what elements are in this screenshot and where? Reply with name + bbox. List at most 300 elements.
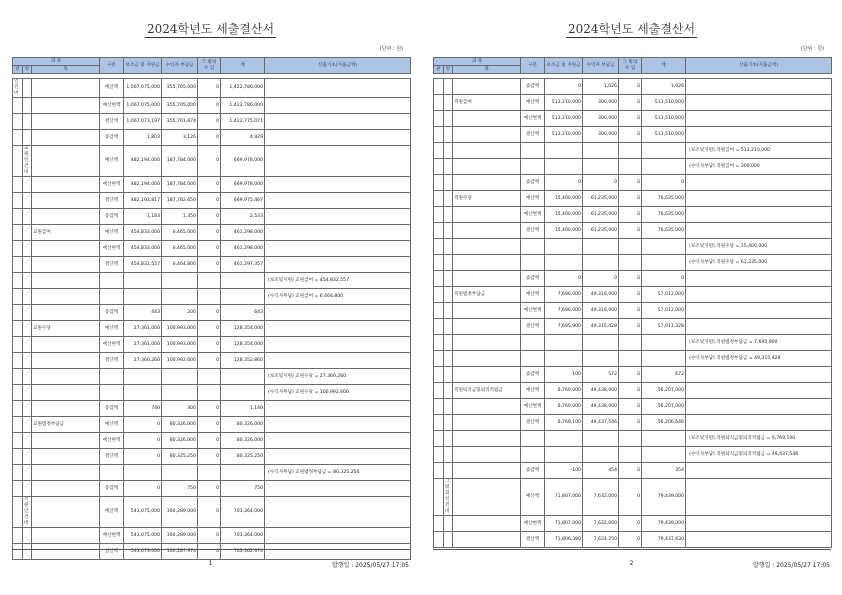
basis-note-cell: [686, 383, 832, 399]
basis-note-cell: [265, 130, 411, 146]
burden-cell: 100,992,600: [162, 353, 198, 369]
mok-cell: [453, 255, 521, 271]
header-other: 그 밖의 수 입: [198, 58, 221, 74]
type-cell: 예산액: [521, 479, 545, 516]
subsidy-cell: 482,194,000: [124, 177, 162, 193]
mok-cell: [453, 516, 521, 532]
burden-cell: 454: [583, 463, 619, 479]
total-cell: 669,978,000: [221, 177, 265, 193]
total-cell: 461,298,000: [221, 241, 265, 257]
mok-cell: [32, 79, 100, 98]
type-cell: [521, 255, 545, 271]
table-row: [13, 528, 411, 544]
other-cell: 0: [619, 319, 642, 335]
mok-cell: [32, 353, 100, 369]
hang-cell: [444, 207, 453, 223]
type-cell: 예산현액: [100, 528, 124, 544]
burden-cell: 49,438,000: [583, 399, 619, 415]
gwan-cell: [13, 321, 23, 337]
type-cell: 증감액: [100, 305, 124, 321]
burden-cell: 1,026: [583, 79, 619, 95]
other-cell: 0: [619, 191, 642, 207]
mok-cell: [453, 239, 521, 255]
total-cell: 672: [642, 367, 686, 383]
total-cell: [221, 385, 265, 401]
other-cell: 0: [198, 401, 221, 417]
type-cell: 증감액: [100, 401, 124, 417]
type-cell: 예산액: [521, 95, 545, 111]
total-cell: [642, 159, 686, 175]
other-cell: 0: [619, 223, 642, 239]
total-cell: 76,635,000: [642, 191, 686, 207]
subsidy-cell: 740: [124, 401, 162, 417]
total-cell: 513,510,000: [642, 127, 686, 143]
mok-cell: [453, 111, 521, 127]
hang-cell: [23, 321, 32, 337]
burden-cell: 49,316,000: [583, 287, 619, 303]
note-row: [13, 385, 411, 401]
mok-cell: [32, 305, 100, 321]
subsidy-cell: 27,361,000: [124, 321, 162, 337]
other-cell: 0: [619, 532, 642, 548]
gwan-cell: [13, 193, 23, 209]
table-row: [13, 401, 411, 417]
hang-cell: 직원인건비: [23, 497, 32, 528]
basis-note-cell: [265, 114, 411, 130]
gwan-cell: [13, 369, 23, 385]
basis-note-cell: (수익자부담) 직원법정부담금 = 49,315,428: [686, 351, 832, 367]
basis-note-cell: [265, 417, 411, 433]
note-row: [434, 431, 832, 447]
hang-cell: 교원인건비: [23, 146, 32, 177]
subsidy-cell: 543,073,000: [124, 544, 162, 560]
subsidy-cell: 0: [124, 481, 162, 497]
basis-note-cell: (수익자부담) 직원급여 = 300,000: [686, 159, 832, 175]
hang-cell: [23, 289, 32, 305]
mok-cell: [453, 175, 521, 191]
mok-cell: [453, 479, 521, 516]
hang-cell: [444, 351, 453, 367]
type-cell: 예산현액: [100, 337, 124, 353]
table-row: [434, 175, 832, 191]
table-row: [13, 353, 411, 369]
header-other: 그 밖의 수 입: [619, 58, 642, 74]
type-cell: 결산액: [100, 353, 124, 369]
gwan-cell: [434, 532, 444, 548]
basis-note-cell: [686, 532, 832, 548]
subsidy-cell: 15,400,000: [545, 207, 583, 223]
table-row: [13, 449, 411, 465]
issue-date: 발행일 : 2025/05/27 17:05: [752, 562, 830, 569]
subsidy-cell: 454,832,557: [124, 257, 162, 273]
gwan-cell: [13, 289, 23, 305]
mok-cell: [32, 273, 100, 289]
header-gwan: 관: [434, 66, 444, 74]
mok-cell: [32, 465, 100, 481]
subsidy-cell: 1,067,075,000: [124, 98, 162, 114]
type-cell: 결산액: [521, 532, 545, 548]
hang-cell: [444, 415, 453, 431]
header-burden: 수익자 부담금: [162, 58, 198, 74]
mok-cell: 교원법정부담금: [32, 417, 100, 433]
total-cell: 76,635,000: [642, 207, 686, 223]
gwan-cell: [13, 449, 23, 465]
gwan-cell: [434, 319, 444, 335]
hang-cell: [444, 516, 453, 532]
other-cell: 0: [619, 516, 642, 532]
subsidy-cell: 1,803: [124, 130, 162, 146]
note-row: [434, 335, 832, 351]
subsidy-cell: 543,075,000: [124, 528, 162, 544]
burden-cell: 100,993,000: [162, 321, 198, 337]
gwan-cell: [434, 239, 444, 255]
subsidy-cell: [545, 159, 583, 175]
page-number: 1: [208, 560, 213, 567]
other-cell: 0: [198, 146, 221, 177]
hang-cell: [23, 353, 32, 369]
basis-note-cell: [686, 207, 832, 223]
basis-note-cell: (보조및지원) 직원급여 = 513,210,000: [686, 143, 832, 159]
total-cell: 80,326,000: [221, 417, 265, 433]
type-cell: 예산액: [100, 321, 124, 337]
other-cell: 0: [619, 175, 642, 191]
subsidy-cell: 1,067,075,000: [124, 79, 162, 98]
subsidy-cell: 71,807,000: [545, 516, 583, 532]
mok-cell: 직원법정부담금: [453, 287, 521, 303]
total-cell: [221, 369, 265, 385]
hang-cell: [444, 447, 453, 463]
mok-cell: [32, 369, 100, 385]
burden-cell: 7,632,000: [583, 516, 619, 532]
other-cell: 0: [198, 79, 221, 98]
type-cell: 예산현액: [100, 98, 124, 114]
subsidy-cell: [545, 239, 583, 255]
basis-note-cell: [686, 463, 832, 479]
other-cell: [619, 351, 642, 367]
other-cell: 0: [198, 98, 221, 114]
note-row: [13, 289, 411, 305]
table-row: [13, 146, 411, 177]
gwan-cell: [434, 79, 444, 95]
table-row: [13, 321, 411, 337]
subsidy-cell: 0: [545, 79, 583, 95]
type-cell: [100, 273, 124, 289]
basis-note-cell: [265, 209, 411, 225]
burden-cell: [162, 289, 198, 305]
subsidy-cell: 513,210,000: [545, 127, 583, 143]
basis-note-cell: [265, 528, 411, 544]
gwan-cell: [13, 177, 23, 193]
gwan-cell: [13, 353, 23, 369]
other-cell: 0: [619, 207, 642, 223]
subsidy-cell: 513,210,000: [545, 111, 583, 127]
table-row: [13, 433, 411, 449]
subsidy-cell: 0: [124, 417, 162, 433]
mok-cell: [32, 337, 100, 353]
basis-note-cell: [686, 95, 832, 111]
total-cell: 128,352,860: [221, 353, 265, 369]
basis-note-cell: [265, 321, 411, 337]
subsidy-cell: 482,194,000: [124, 146, 162, 177]
type-cell: 결산액: [521, 415, 545, 431]
other-cell: [619, 431, 642, 447]
basis-note-cell: [686, 319, 832, 335]
type-cell: 증감액: [521, 463, 545, 479]
other-cell: 0: [619, 271, 642, 287]
header-gwan: 관: [13, 66, 23, 74]
header-hang: 항: [444, 66, 453, 74]
subsidy-cell: 454,833,000: [124, 241, 162, 257]
subsidy-cell: 15,400,000: [545, 191, 583, 207]
mok-cell: 직원급여: [453, 95, 521, 111]
gwan-cell: [13, 481, 23, 497]
hang-cell: [23, 401, 32, 417]
gwan-cell: [434, 399, 444, 415]
type-cell: [100, 289, 124, 305]
budget-table: [433, 57, 832, 548]
other-cell: 0: [619, 95, 642, 111]
other-cell: 0: [619, 367, 642, 383]
gwan-cell: [434, 271, 444, 287]
issue-date: 발행일 : 2025/05/27 17:05: [331, 562, 409, 569]
subsidy-cell: 482,192,817: [124, 193, 162, 209]
burden-cell: [162, 273, 198, 289]
subsidy-cell: [545, 431, 583, 447]
total-cell: [642, 239, 686, 255]
table-row: [434, 191, 832, 207]
note-row: [434, 159, 832, 175]
other-cell: 0: [619, 287, 642, 303]
basis-note-cell: [686, 303, 832, 319]
hang-cell: [23, 369, 32, 385]
table-row: [13, 337, 411, 353]
basis-note-cell: [265, 79, 411, 98]
hang-cell: [444, 239, 453, 255]
burden-cell: 7,632,000: [583, 479, 619, 516]
table-row: [434, 399, 832, 415]
burden-cell: [583, 143, 619, 159]
table-row: [13, 114, 411, 130]
gwan-cell: [13, 130, 23, 146]
burden-cell: 49,315,428: [583, 319, 619, 335]
table-row: [434, 95, 832, 111]
note-row: [13, 273, 411, 289]
hang-cell: [23, 98, 32, 114]
table-row: [13, 79, 411, 98]
total-cell: 0: [642, 271, 686, 287]
gwan-cell: [13, 114, 23, 130]
subsidy-cell: 6,769,000: [545, 383, 583, 399]
basis-note-cell: [686, 223, 832, 239]
burden-cell: 160,289,000: [162, 528, 198, 544]
hang-cell: [23, 433, 32, 449]
burden-cell: 0: [583, 271, 619, 287]
mok-cell: [32, 481, 100, 497]
mok-cell: [453, 207, 521, 223]
other-cell: [198, 465, 221, 481]
total-cell: [642, 351, 686, 367]
gwan-cell: [434, 207, 444, 223]
gwan-cell: [434, 447, 444, 463]
type-cell: 결산액: [100, 449, 124, 465]
gwan-cell: [13, 385, 23, 401]
type-cell: 예산액: [100, 79, 124, 98]
gwan-cell: [13, 241, 23, 257]
table-row: [434, 463, 832, 479]
hang-cell: [23, 177, 32, 193]
hang-cell: [444, 127, 453, 143]
total-cell: 1,422,780,000: [221, 98, 265, 114]
mok-cell: [453, 223, 521, 239]
table-row: [13, 305, 411, 321]
type-cell: 증감액: [100, 130, 124, 146]
hang-cell: [23, 417, 32, 433]
table-row: [434, 383, 832, 399]
mok-cell: [453, 367, 521, 383]
hang-cell: [444, 175, 453, 191]
mok-cell: [32, 433, 100, 449]
mok-cell: [453, 431, 521, 447]
hang-cell: [444, 399, 453, 415]
basis-note-cell: [265, 433, 411, 449]
other-cell: [619, 255, 642, 271]
type-cell: 예산현액: [521, 207, 545, 223]
page-number: 2: [629, 560, 634, 567]
subsidy-cell: 27,360,260: [124, 353, 162, 369]
burden-cell: [583, 335, 619, 351]
other-cell: 0: [619, 111, 642, 127]
total-cell: 79,439,000: [642, 516, 686, 532]
total-cell: 703,364,000: [221, 497, 265, 528]
burden-cell: [583, 447, 619, 463]
other-cell: 0: [198, 209, 221, 225]
type-cell: 예산현액: [521, 399, 545, 415]
subsidy-cell: 443: [124, 305, 162, 321]
total-cell: 56,206,646: [642, 415, 686, 431]
type-cell: 예산현액: [100, 241, 124, 257]
hang-cell: [23, 225, 32, 241]
note-row: [13, 369, 411, 385]
burden-cell: 300,000: [583, 111, 619, 127]
other-cell: 0: [198, 337, 221, 353]
basis-note-cell: (수익자부담) 교원급여 = 6,464,800: [265, 289, 411, 305]
note-row: [13, 465, 411, 481]
type-cell: [100, 369, 124, 385]
subsidy-cell: 15,400,000: [545, 223, 583, 239]
hang-cell: 그밖의인건비: [444, 479, 453, 516]
mok-cell: [32, 257, 100, 273]
type-cell: 예산액: [100, 497, 124, 528]
hang-cell: [23, 305, 32, 321]
basis-note-cell: [265, 177, 411, 193]
hang-cell: [23, 257, 32, 273]
basis-note-cell: [686, 399, 832, 415]
mok-cell: 직원수당: [453, 191, 521, 207]
other-cell: [198, 369, 221, 385]
table-row: [13, 417, 411, 433]
table-row: [434, 415, 832, 431]
table-row: [13, 225, 411, 241]
subsidy-cell: 0: [124, 449, 162, 465]
type-cell: 예산액: [521, 191, 545, 207]
burden-cell: [162, 385, 198, 401]
total-cell: 513,510,000: [642, 95, 686, 111]
subsidy-cell: 100: [545, 367, 583, 383]
subsidy-cell: 1,067,073,197: [124, 114, 162, 130]
basis-note-cell: (수익자부담) 교원수당 = 100,992,600: [265, 385, 411, 401]
basis-note-cell: [686, 79, 832, 95]
other-cell: 0: [619, 479, 642, 516]
gwan-cell: [434, 255, 444, 271]
total-cell: [221, 273, 265, 289]
other-cell: 0: [619, 399, 642, 415]
total-cell: 128,354,000: [221, 337, 265, 353]
hang-cell: [444, 255, 453, 271]
total-cell: 1,026: [642, 79, 686, 95]
total-cell: 669,978,000: [221, 146, 265, 177]
gwan-cell: [13, 544, 23, 560]
mok-cell: [32, 449, 100, 465]
basis-note-cell: (수익자부담) 교원법정부담금 = 80,325,250: [265, 465, 411, 481]
burden-cell: 355,701,874: [162, 114, 198, 130]
footer-divider: [433, 549, 831, 550]
type-cell: 결산액: [100, 257, 124, 273]
other-cell: 0: [619, 383, 642, 399]
other-cell: 0: [619, 463, 642, 479]
mok-cell: [453, 127, 521, 143]
other-cell: [619, 159, 642, 175]
gwan-cell: [13, 305, 23, 321]
basis-note-cell: [686, 191, 832, 207]
table-row: [13, 209, 411, 225]
burden-cell: 355,705,000: [162, 98, 198, 114]
gwan-cell: [434, 175, 444, 191]
table-row: [434, 479, 832, 516]
burden-cell: [583, 239, 619, 255]
gwan-cell: [13, 209, 23, 225]
hang-cell: [23, 193, 32, 209]
burden-cell: 400: [162, 401, 198, 417]
table-header: [434, 58, 832, 79]
type-cell: 증감액: [100, 481, 124, 497]
subsidy-cell: 0: [124, 433, 162, 449]
total-cell: 80,325,250: [221, 449, 265, 465]
gwan-cell: [434, 111, 444, 127]
total-cell: [642, 431, 686, 447]
basis-note-cell: [265, 305, 411, 321]
type-cell: [100, 465, 124, 481]
other-cell: 0: [198, 130, 221, 146]
mok-cell: [453, 532, 521, 548]
subsidy-cell: [545, 143, 583, 159]
hang-cell: [444, 319, 453, 335]
total-cell: 79,437,630: [642, 532, 686, 548]
table-row: [13, 193, 411, 209]
hang-cell: [23, 449, 32, 465]
table-body: [13, 79, 411, 560]
gwan-cell: [434, 335, 444, 351]
mok-cell: [32, 130, 100, 146]
total-cell: 703,362,974: [221, 544, 265, 560]
type-cell: 증감액: [521, 367, 545, 383]
note-row: [434, 447, 832, 463]
table-row: [13, 497, 411, 528]
burden-cell: [583, 255, 619, 271]
basis-note-cell: [686, 175, 832, 191]
table-row: [13, 177, 411, 193]
subsidy-cell: 71,807,000: [545, 479, 583, 516]
type-cell: 결산액: [521, 127, 545, 143]
